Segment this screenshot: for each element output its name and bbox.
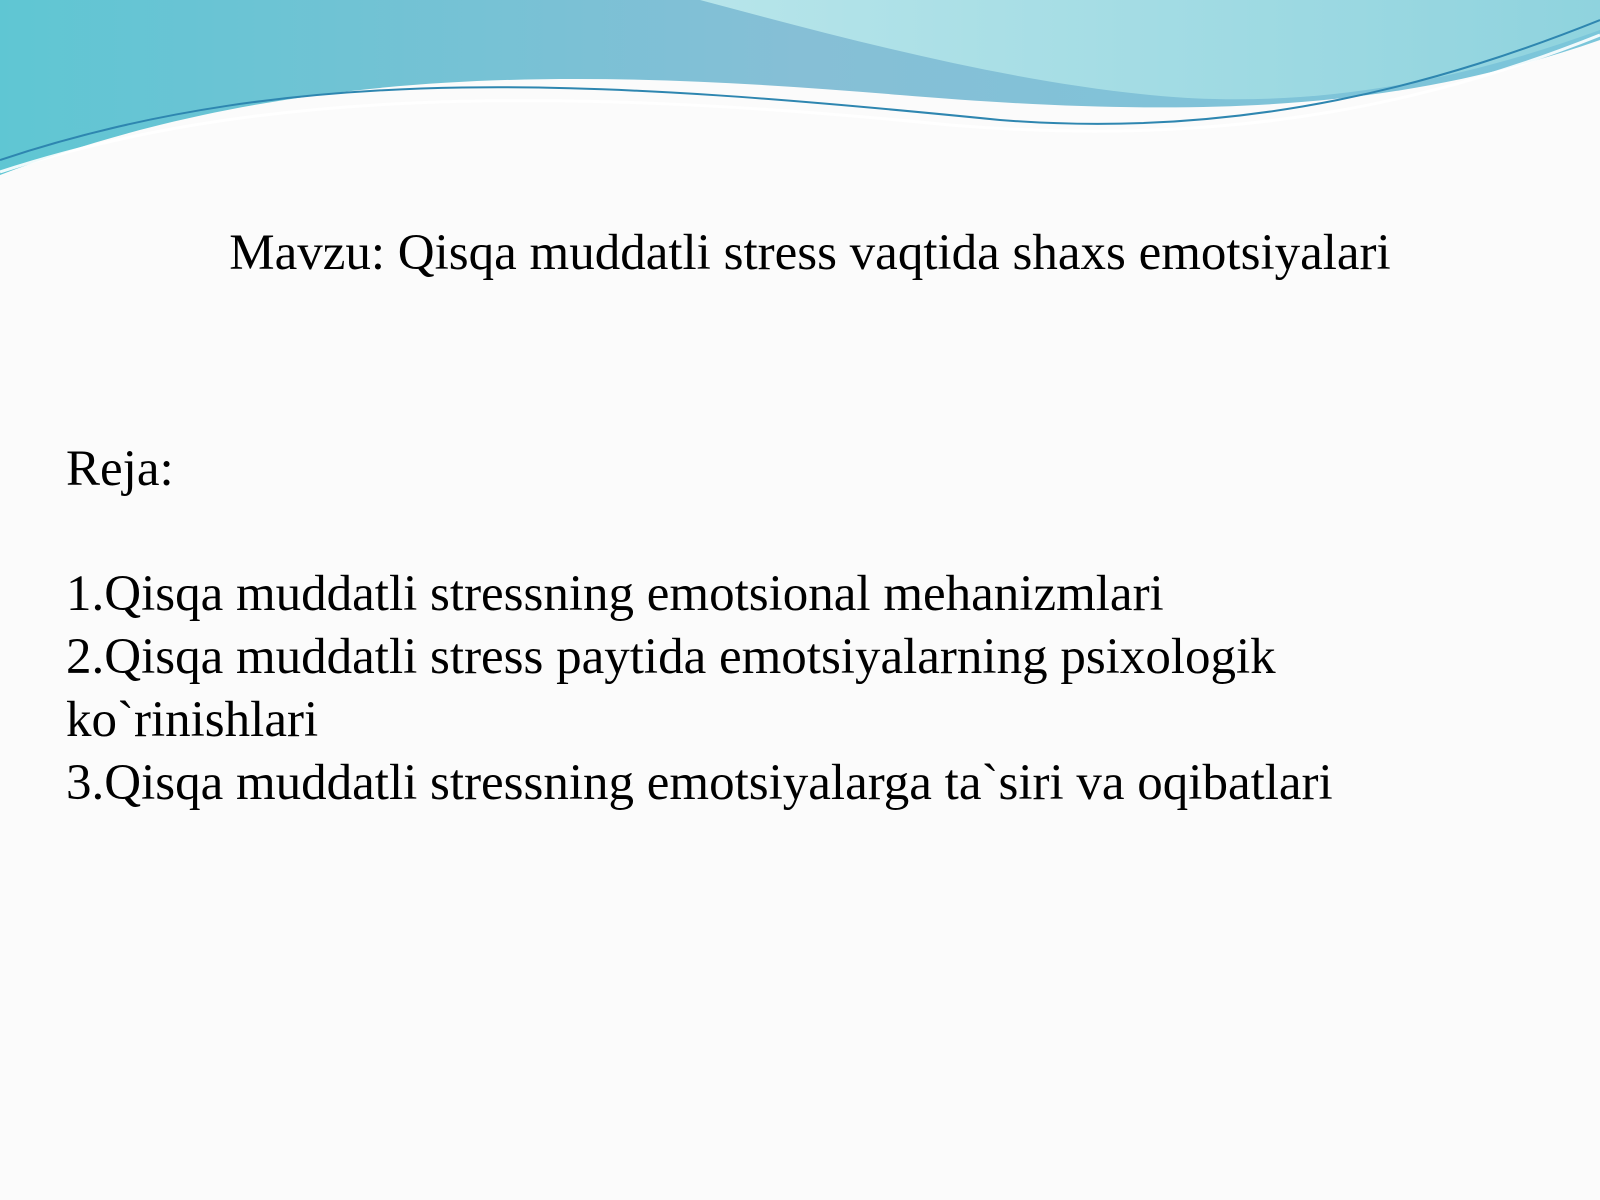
header-wave-decoration — [0, 0, 1600, 190]
plan-list — [66, 563, 1506, 815]
plan-item-3: 3.Qisqa muddatli stressning emotsiyalarga ta`siri va oqibatlari — [66, 755, 1333, 811]
plan-item-1: 1.Qisqa muddatli stressning emotsional mehanizmlari — [66, 566, 1164, 622]
plan-heading: Reja: — [66, 441, 174, 497]
slide-title: Mavzu: Qisqa muddatli stress vaqtida shaxs emotsiyalari — [229, 225, 1391, 281]
plan-item-2: 2.Qisqa muddatli stress paytida emotsiyalarning psixologik ko`rinishlari — [66, 629, 1276, 748]
